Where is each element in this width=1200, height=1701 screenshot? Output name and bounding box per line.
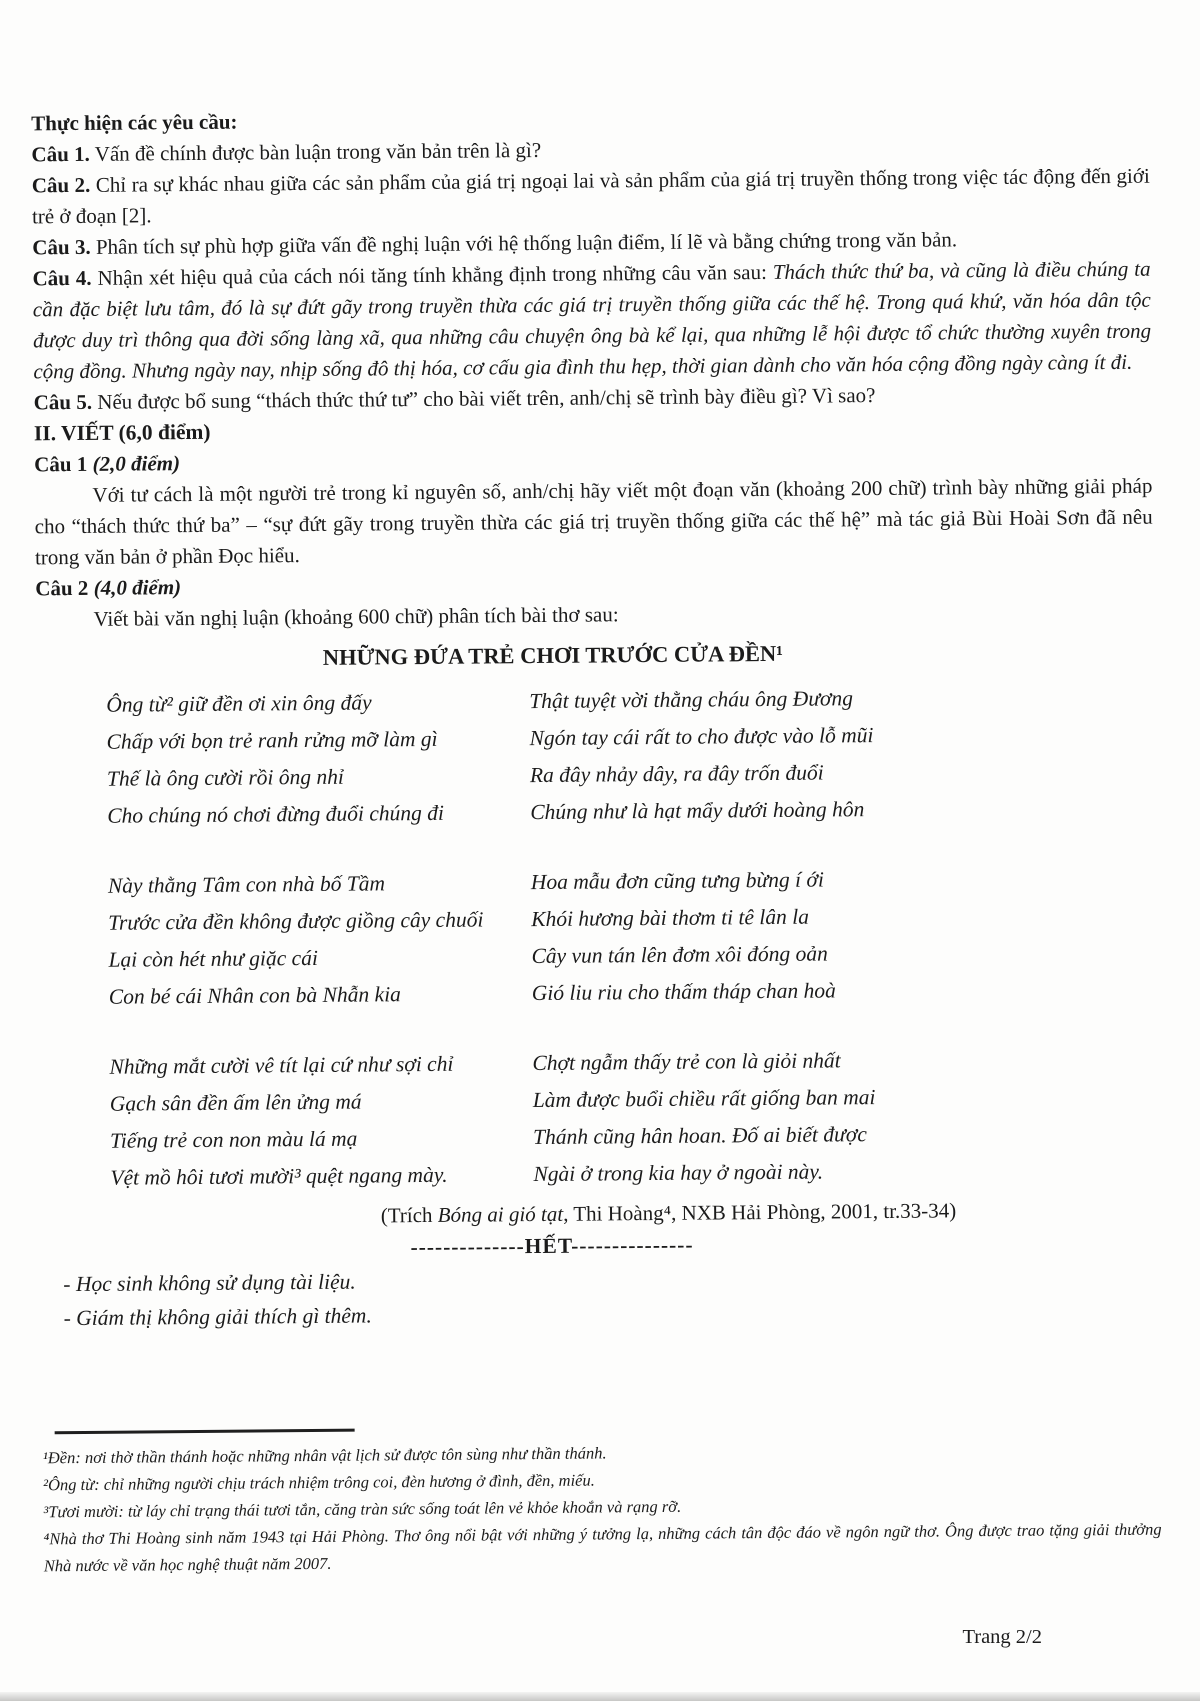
question-5-label: Câu 5. [33, 389, 93, 415]
exam-note-1: - Học sinh không sử dụng tài liệu. [63, 1269, 356, 1297]
footnote-2: ²Ông từ: chỉ những người chịu trách nhiệm trông coi, đèn hương ở đình, đền, miếu. [43, 1470, 595, 1495]
footnote-3: ³Tươi mười: từ láy chỉ trạng thái tươi tắn, căng tràn sức sống toát lên vẻ khỏe khoắn và rạng rỡ. [43, 1496, 682, 1522]
requirements-heading-text: Thực hiện các yêu cầu: [31, 109, 238, 136]
question-3-text: Phân tích sự phù hợp giữa vấn đề nghị luận với hệ thống luận điểm, lí lẽ và bằng chứng trong văn bản. [95, 227, 958, 259]
poem-stanza-2 [108, 859, 1157, 1016]
question-2 [32, 161, 1150, 233]
question-2-text: Chỉ ra sự khác nhau giữa các sản phẩm của giá trị ngoại lai và sản phẩm của giá trị truyền thống trong việc tác động đến giới trẻ ở đoạn [2]. [31, 163, 1150, 229]
poem-line: Gạch sân đền ấm lên ửng má [109, 1089, 362, 1116]
exam-note-2: - Giám thị không giải thích gì thêm. [63, 1303, 372, 1331]
poem-stanza-1 [106, 678, 1155, 835]
poem-line: Ông từ² giữ đền ơi xin ông đấy [106, 690, 372, 717]
question-3-label: Câu 3. [32, 234, 91, 260]
question-1-label: Câu 1. [31, 141, 90, 167]
end-marker: --------------HẾT--------------- [410, 1232, 694, 1260]
citation-work-title: Bóng ai gió tạt [437, 1201, 564, 1227]
citation-suffix: , Thi Hoàng⁴, NXB Hải Phòng, 2001, tr.33-34) [563, 1198, 957, 1226]
question-4 [32, 254, 1151, 388]
poem-line: Thật tuyệt vời thằng cháu ông Đương [529, 686, 854, 714]
scan-edge [0, 1692, 1200, 1701]
poem-stanza-1-right-column [529, 678, 1155, 831]
question-1-text: Vấn đề chính được bàn luận trong văn bản trên là gì? [94, 137, 542, 166]
poem-line: Tiếng trẻ con non màu lá mạ [110, 1126, 358, 1153]
footnote-separator-rule [55, 1429, 355, 1435]
writing-task-2-body: Viết bài văn nghị luận (khoảng 600 chữ) phân tích bài thơ sau: [93, 602, 619, 631]
writing-task-1-body: Với tư cách là một người trẻ trong kỉ nguyên số, anh/chị hãy viết một đoạn văn (khoảng 200 chữ) trình bày những giải pháp cho “thách thức thứ ba” – “sự đứt gãy trong truyền thừa các giá trị truyền thống giữa các thế hệ” mà tác giả Bùi Hoài Sơn đã nêu trong văn bản ở phần Đọc hiểu. [34, 473, 1153, 570]
question-5-text: Nếu được bổ sung “thách thức thứ tư” cho bài viết trên, anh/chị sẽ trình bày điều gì? Vì sao? [97, 383, 876, 414]
page-content [31, 99, 1162, 1580]
poem-line: Cây vun tán lên đơm xôi đóng oản [531, 941, 828, 969]
poem-line: Trước cửa đền không được giồng cây chuối [108, 907, 484, 935]
poem-stanza-3-left-column [109, 1045, 533, 1197]
writing-section-heading: II. VIẾT (6,0 điểm) [33, 419, 211, 446]
poem-stanza-2-right-column [531, 859, 1157, 1012]
poem-line: Chợt ngẫm thấy trẻ con là giỏi nhất [532, 1048, 841, 1076]
question-4-text: Nhận xét hiệu quả của cách nói tăng tính khẳng định trong những câu văn sau: [97, 259, 773, 290]
question-2-label: Câu 2. [31, 172, 91, 198]
question-4-label: Câu 4. [32, 265, 92, 291]
poem-stanza-3-right-column [532, 1040, 1158, 1193]
poem-stanza-1-left-column [106, 683, 530, 835]
poem-line: Con bé cái Nhân con bà Nhẫn kia [108, 982, 401, 1009]
poem-line: Chấp với bọn trẻ ranh rửng mỡ làm gì [106, 726, 438, 754]
poem-stanza-2-left-column [108, 864, 532, 1016]
footnote-1: ¹Đền: nơi thờ thần thánh hoặc những nhân vật lịch sử được tôn sùng như thần thánh. [42, 1443, 607, 1468]
poem-line: Thánh cũng hân hoan. Đố ai biết được [532, 1122, 867, 1150]
writing-task-1-points: (2,0 điểm) [92, 451, 181, 476]
poem-line: Này thằng Tâm con nhà bố Tầm [107, 871, 386, 898]
poem-line: Lại còn hét như giặc cái [108, 945, 318, 972]
footnote-4: ⁴Nhà thơ Thi Hoàng sinh năm 1943 tại Hải Phòng. Thơ ông nổi bật với những ý tưởng lạ, những cách tân độc đáo về ngôn ngữ thơ. Ông được trao tặng giải thưởng Nhà nước về văn học nghệ thuật năm 2007. [43, 1519, 1162, 1576]
poem-line: Gió liu riu cho thấm tháp chan hoà [531, 978, 836, 1006]
poem-title: NHỮNG ĐỨA TRẺ CHƠI TRƯỚC CỬA ĐỀN¹ [322, 640, 784, 670]
poem-line: Những mắt cười vê tít lại cứ như sợi chỉ [109, 1051, 454, 1079]
footnotes-block [43, 1422, 1162, 1580]
page-number: Trang 2/2 [962, 1626, 1042, 1648]
poem-line: Chúng như là hạt mẩy dưới hoàng hôn [530, 797, 865, 825]
writing-task-1-label: Câu 1 [34, 451, 93, 477]
poem-line: Ngón tay cái rất to cho được vào lỗ mũi [529, 723, 874, 751]
poem-stanza-3 [109, 1040, 1158, 1197]
citation-prefix: (Trích [380, 1202, 438, 1228]
writing-task-2-points: (4,0 điểm) [93, 575, 182, 600]
poem-line: Cho chúng nó chơi đừng đuổi chúng đi [107, 800, 445, 828]
poem-line: Thế là ông cười rồi ông nhỉ [106, 764, 345, 791]
poem-line: Ra đây nhảy dây, ra đây trốn đuổi [529, 760, 824, 788]
question-4-quote: Thách thức thứ ba, và cũng là điều chúng ta cần đặc biệt lưu tâm, đó là sự đứt gãy trong truyền thừa các giá trị truyền thống giữa các thế hệ. Trong quá khứ, văn hóa dân tộc được duy trì thông qua đời sống làng xã, qua những câu chuyện ông bà kể lại, qua những lễ hội được tổ chức thường xuyên trong cộng đồng. Nhưng ngày nay, nhịp sống đô thị hóa, cơ cấu gia đình thu hẹp, thời gian dành cho văn hóa cộng đồng ngày càng ít đi. [32, 256, 1152, 384]
poem-line: Vệt mồ hôi tươi mười³ quệt ngang mày. [110, 1162, 448, 1190]
poem-line: Khói hương bài thơm ti tê lân la [531, 904, 810, 932]
poem-line: Hoa mẫu đơn cũng tưng bừng í ới [530, 867, 825, 895]
poem [36, 636, 1159, 1235]
writing-task-2-label: Câu 2 [35, 575, 94, 601]
poem-line: Ngài ở trong kia hay ở ngoài này. [533, 1159, 824, 1187]
poem-line: Làm được buổi chiều rất giống ban mai [532, 1085, 876, 1113]
